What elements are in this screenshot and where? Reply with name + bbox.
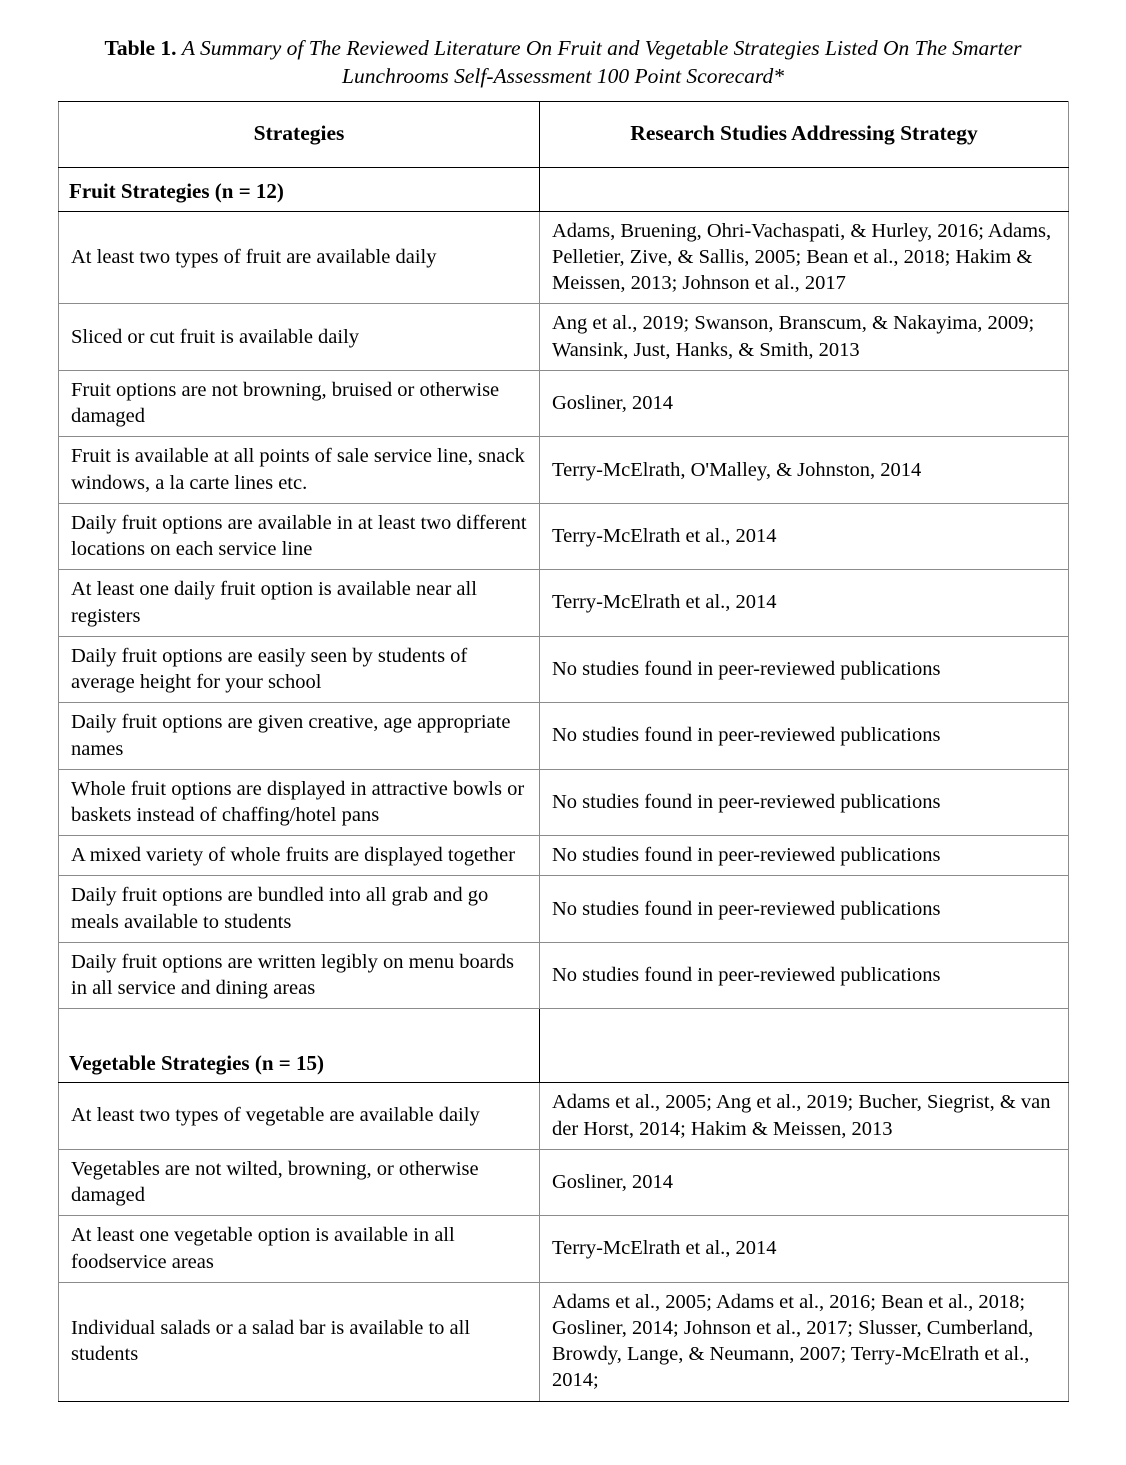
- cell-strategy: Fruit options are not browning, bruised or otherwise damaged: [59, 370, 540, 436]
- table-header: [59, 101, 1069, 167]
- cell-strategy: At least one daily fruit option is available near all registers: [59, 570, 540, 636]
- cell-research-studies: Terry-McElrath et al., 2014: [540, 570, 1069, 636]
- cell-research-studies: No studies found in peer-reviewed publications: [540, 876, 1069, 942]
- cell-strategy: Daily fruit options are given creative, age appropriate names: [59, 703, 540, 769]
- table-row: [59, 304, 1069, 370]
- section-header-empty-cell: [540, 1009, 1069, 1083]
- column-header-research-studies: Research Studies Addressing Strategy: [540, 101, 1069, 167]
- table-row: [59, 769, 1069, 835]
- cell-strategy: Sliced or cut fruit is available daily: [59, 304, 540, 370]
- table-row: [59, 1149, 1069, 1215]
- table-header-row: [59, 101, 1069, 167]
- cell-strategy: Individual salads or a salad bar is available to all students: [59, 1282, 540, 1401]
- table-row: [59, 211, 1069, 304]
- cell-research-studies: Terry-McElrath et al., 2014: [540, 503, 1069, 569]
- table-row: [59, 1282, 1069, 1401]
- table-caption-text: A Summary of The Reviewed Literature On Fruit and Vegetable Strategies Listed On The Smarter Lunchrooms Self-Assessment 100 Point Scorecard*: [181, 36, 1022, 89]
- cell-research-studies: No studies found in peer-reviewed publications: [540, 636, 1069, 702]
- table-row: [59, 570, 1069, 636]
- table-body: [59, 167, 1069, 1401]
- cell-research-studies: Ang et al., 2019; Swanson, Branscum, & Nakayima, 2009; Wansink, Just, Hanks, & Smith, 2013: [540, 304, 1069, 370]
- table-row: [59, 503, 1069, 569]
- table-caption: [98, 0, 1028, 91]
- cell-strategy: At least two types of fruit are available daily: [59, 211, 540, 304]
- cell-strategy: Daily fruit options are written legibly on menu boards in all service and dining areas: [59, 942, 540, 1008]
- table-row: [59, 1083, 1069, 1149]
- table-row: [59, 876, 1069, 942]
- table-row: [59, 942, 1069, 1008]
- section-title: Vegetable Strategies (n = 15): [59, 1009, 540, 1083]
- section-header-empty-cell: [540, 167, 1069, 211]
- cell-strategy: Daily fruit options are available in at least two different locations on each service line: [59, 503, 540, 569]
- cell-research-studies: No studies found in peer-reviewed publications: [540, 703, 1069, 769]
- cell-research-studies: No studies found in peer-reviewed publications: [540, 836, 1069, 876]
- section-title: Fruit Strategies (n = 12): [59, 167, 540, 211]
- cell-strategy: At least one vegetable option is available in all foodservice areas: [59, 1216, 540, 1282]
- cell-research-studies: No studies found in peer-reviewed publications: [540, 769, 1069, 835]
- cell-strategy: Fruit is available at all points of sale service line, snack windows, a la carte lines etc.: [59, 437, 540, 503]
- table-row: [59, 703, 1069, 769]
- table-row: [59, 437, 1069, 503]
- cell-research-studies: Terry-McElrath, O'Malley, & Johnston, 2014: [540, 437, 1069, 503]
- table-row: [59, 636, 1069, 702]
- table-row: [59, 370, 1069, 436]
- cell-research-studies: Gosliner, 2014: [540, 1149, 1069, 1215]
- table-caption-label: Table 1.: [104, 36, 177, 60]
- cell-research-studies: Gosliner, 2014: [540, 370, 1069, 436]
- cell-research-studies: Terry-McElrath et al., 2014: [540, 1216, 1069, 1282]
- literature-summary-table: [58, 101, 1069, 1402]
- cell-strategy: A mixed variety of whole fruits are displayed together: [59, 836, 540, 876]
- cell-strategy: Whole fruit options are displayed in attractive bowls or baskets instead of chaffing/hotel pans: [59, 769, 540, 835]
- column-header-strategies: Strategies: [59, 101, 540, 167]
- cell-strategy: Vegetables are not wilted, browning, or otherwise damaged: [59, 1149, 540, 1215]
- section-header-row: [59, 167, 1069, 211]
- table-row: [59, 1216, 1069, 1282]
- section-header-row: [59, 1009, 1069, 1083]
- cell-research-studies: Adams et al., 2005; Adams et al., 2016; Bean et al., 2018; Gosliner, 2014; Johnson et al., 2017; Slusser, Cumberland, Browdy, Lange, & Neumann, 2007; Terry-McElrath et al., 2014;: [540, 1282, 1069, 1401]
- cell-research-studies: Adams et al., 2005; Ang et al., 2019; Bucher, Siegrist, & van der Horst, 2014; Hakim & Meissen, 2013: [540, 1083, 1069, 1149]
- cell-strategy: Daily fruit options are bundled into all grab and go meals available to students: [59, 876, 540, 942]
- cell-research-studies: No studies found in peer-reviewed publications: [540, 942, 1069, 1008]
- cell-strategy: Daily fruit options are easily seen by students of average height for your school: [59, 636, 540, 702]
- table-container: [58, 101, 1068, 1402]
- cell-strategy: At least two types of vegetable are available daily: [59, 1083, 540, 1149]
- table-row: [59, 836, 1069, 876]
- cell-research-studies: Adams, Bruening, Ohri-Vachaspati, & Hurley, 2016; Adams, Pelletier, Zive, & Sallis, 2005; Bean et al., 2018; Hakim & Meissen, 2013; Johnson et al., 2017: [540, 211, 1069, 304]
